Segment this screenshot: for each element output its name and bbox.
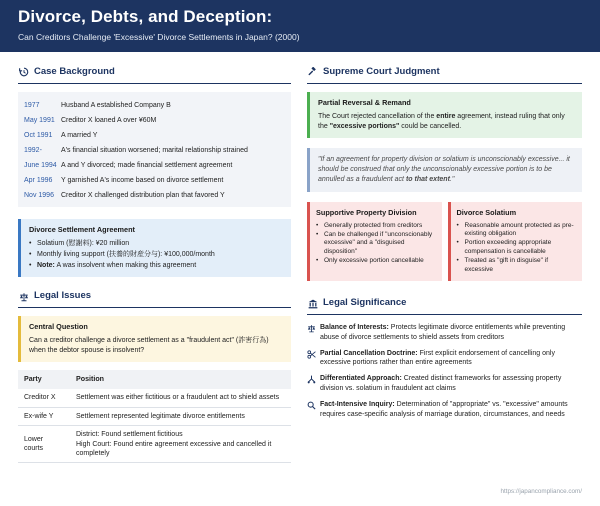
case-background-heading — [18, 66, 291, 84]
party-position-table — [18, 370, 291, 464]
branch-icon — [307, 374, 320, 394]
significance-label: Fact-Intensive Inquiry: — [320, 400, 395, 408]
table-row — [18, 407, 291, 425]
timeline-row — [24, 113, 285, 128]
page-header — [0, 0, 600, 52]
page-subtitle: Can Creditors Challenge 'Excessive' Divorce Settlements in Japan? (2000) — [18, 32, 300, 43]
timeline-date: Oct 1991 — [24, 131, 53, 139]
footer-url: https://japancompliance.com/ — [500, 487, 582, 495]
central-question-box — [18, 316, 291, 361]
list-item — [29, 261, 283, 270]
landmark-icon — [307, 298, 319, 310]
timeline-row — [24, 143, 285, 158]
legal-issues-title: Legal Issues — [34, 290, 92, 302]
table-header-position: Position — [70, 370, 291, 390]
significance-text: First explicit endorsement of cancelling only excessive portions rather than entire agreements — [320, 349, 555, 367]
significance-item — [307, 400, 582, 420]
table-header-party: Party — [18, 370, 70, 390]
property-division-box — [307, 202, 442, 281]
significance-text: Created distinct frameworks for assessing property division vs. solatium in fraudulent act claims — [320, 375, 562, 393]
position-cell — [70, 426, 291, 463]
divorce-solatium-box — [448, 202, 583, 281]
position-cell: Settlement represented legitimate divorce entitlements — [70, 407, 291, 425]
settlement-agreement-title: Divorce Settlement Agreement — [29, 224, 135, 234]
timeline-row — [24, 173, 285, 188]
list-item: • Solatium (慰謝料): ¥20 million — [29, 239, 283, 248]
position-cell: Settlement was either fictitious or a fraudulent act to shield assets — [70, 389, 291, 407]
judgment-title: Supreme Court Judgment — [323, 66, 440, 77]
divorce-solatium-title: Divorce Solatium — [456, 207, 517, 217]
list-item: • Can be challenged if "unconscionably excessive" and a "disguised disposition" — [316, 231, 436, 256]
court-quote — [307, 148, 582, 192]
outcome-emphasis: "excessive portions" — [329, 122, 400, 130]
list-item: • Monthly living support (扶養的財産分与): ¥100,000/month — [29, 250, 283, 259]
significance-heading — [307, 297, 582, 315]
table-row — [18, 426, 291, 463]
significance-text: Determination of "appropriate" vs. "excessive" amounts requires case-specific analysis of marriage duration, circumstances, and needs — [320, 400, 568, 418]
timeline-date: Apr 1996 — [24, 176, 53, 184]
timeline-date: May 1991 — [24, 116, 55, 124]
significance-item — [307, 349, 582, 369]
timeline-event: Husband A established Company B — [61, 101, 171, 109]
position-line: District: Found settlement fictitious — [76, 431, 183, 439]
significance-item — [307, 323, 582, 343]
table-row — [18, 389, 291, 407]
significance-label: Differentiated Approach: — [320, 375, 402, 383]
timeline-date: June 1994 — [24, 161, 57, 169]
judgment-outcome-box — [307, 92, 582, 138]
central-question-text: Can a creditor challenge a divorce settlement as a "fraudulent act" (詐害行為) when the debtor spouse is insolvent? — [29, 337, 269, 354]
timeline-row — [24, 98, 285, 113]
timeline-event: A married Y — [61, 131, 98, 139]
magnifier-icon — [307, 400, 320, 420]
main-content — [0, 52, 600, 506]
case-background-title: Case Background — [34, 66, 115, 77]
timeline-date: 1977 — [24, 101, 40, 109]
right-column — [307, 66, 582, 425]
position-line: High Court: Found entire agreement excessive and cancelled it completely — [76, 440, 272, 458]
outcome-text-part: The Court rejected cancellation of the — [318, 112, 437, 120]
timeline-date: 1992- — [24, 146, 42, 154]
gavel-icon — [307, 66, 319, 78]
outcome-emphasis: entire — [436, 112, 456, 120]
note-label: Note: — [37, 261, 55, 269]
quote-text: "If an agreement for property division or solatium is unconscionably excessive... it should be construed that only the unconscionably excessive portion is to be annulled as a fraudulent act — [318, 155, 570, 183]
party-cell: Creditor X — [18, 389, 70, 407]
central-question-title: Central Question — [29, 322, 88, 332]
outcome-text-part: could be cancelled. — [399, 122, 462, 130]
legal-issues-heading — [18, 290, 291, 308]
left-column — [18, 66, 291, 463]
timeline-row — [24, 188, 285, 203]
timeline-event: Creditor X challenged distribution plan that favored Y — [61, 191, 225, 199]
timeline-event: A and Y divorced; made financial settlement agreement — [61, 161, 233, 169]
party-cell: Ex-wife Y — [18, 407, 70, 425]
judgment-outcome-title: Partial Reversal & Remand — [318, 97, 411, 107]
scale-icon — [307, 323, 320, 343]
significance-label: Partial Cancellation Doctrine: — [320, 349, 418, 357]
settlement-agreement-box — [18, 219, 291, 278]
list-item: • Treated as "gift in disguise" if excessive — [457, 257, 577, 274]
timeline-event: A's financial situation worsened; marital relationship strained — [61, 146, 248, 154]
scale-icon — [18, 291, 30, 303]
significance-text: Protects legitimate divorce entitlements while preventing abuse of divorce settlements to shield assets from creditors — [320, 324, 566, 341]
quote-text: ." — [449, 175, 455, 183]
timeline-row — [24, 128, 285, 143]
judgment-outcome-text — [318, 112, 574, 132]
list-item: • Portion exceeding appropriate compensation is cancellable — [457, 239, 577, 256]
note-text: A was insolvent when making this agreement — [54, 261, 197, 269]
significance-label: Balance of Interests: — [320, 324, 389, 332]
significance-item — [307, 374, 582, 394]
timeline-row — [24, 158, 285, 173]
quote-emphasis: to that extent — [405, 175, 450, 183]
party-cell: Lower courts — [18, 426, 70, 463]
list-item: • Reasonable amount protected as pre-existing obligation — [457, 222, 577, 239]
significance-title: Legal Significance — [323, 297, 407, 309]
history-icon — [18, 66, 30, 78]
outcome-text-part: agreement, instead ruling that only the — [318, 112, 565, 130]
list-item: • Only excessive portion cancellable — [316, 257, 436, 265]
list-item: • Generally protected from creditors — [316, 222, 436, 230]
comparison-row — [307, 202, 582, 281]
timeline-event: Creditor X loaned A over ¥60M — [61, 116, 157, 124]
scissors-icon — [307, 349, 320, 369]
timeline-event: Y garnished A's income based on divorce settlement — [61, 176, 224, 184]
timeline — [18, 92, 291, 207]
page-title: Divorce, Debts, and Deception: — [18, 7, 273, 26]
property-division-title: Supportive Property Division — [316, 207, 417, 217]
timeline-date: Nov 1996 — [24, 191, 54, 199]
judgment-heading — [307, 66, 582, 84]
